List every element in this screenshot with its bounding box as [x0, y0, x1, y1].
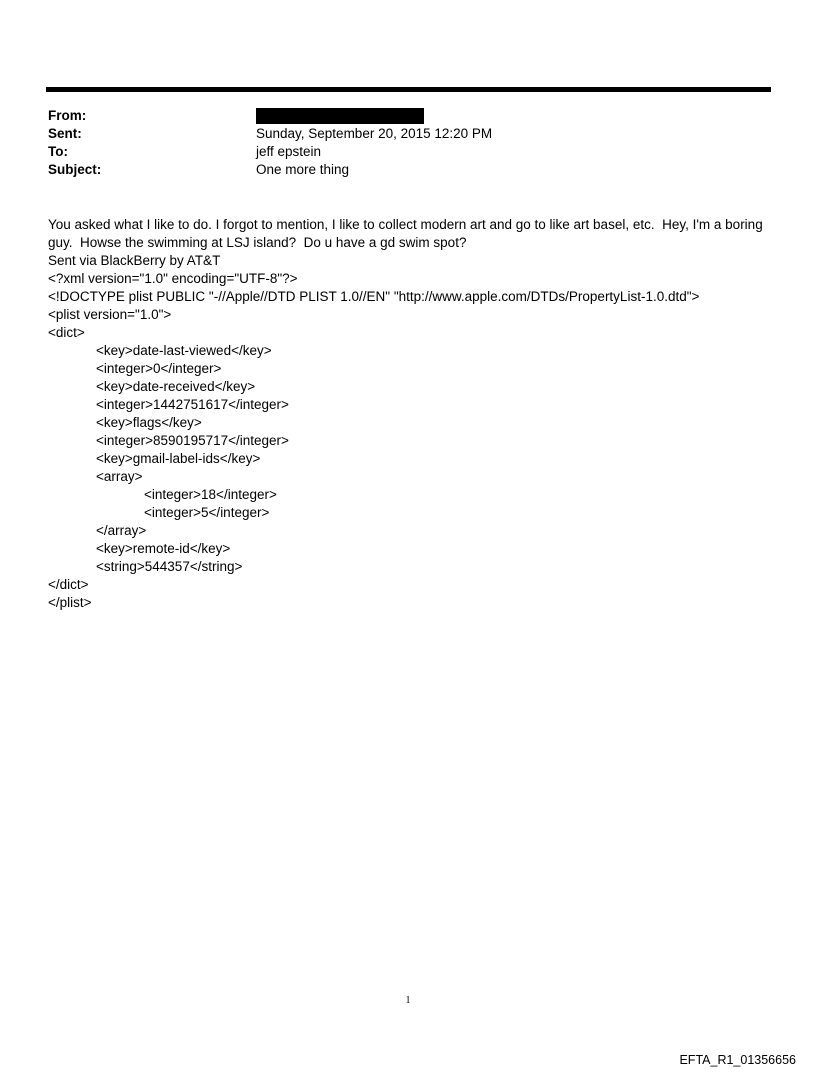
email-header — [48, 107, 768, 179]
from-label: From: — [48, 108, 87, 123]
plist-line: </dict> — [48, 577, 89, 592]
header-rule — [46, 87, 771, 92]
plist-line: <string>544357</string> — [96, 559, 243, 574]
subject-value: One more thing — [256, 162, 350, 177]
plist-line: </plist> — [48, 595, 92, 610]
sent-label: Sent: — [48, 126, 82, 141]
plist-line: <integer>0</integer> — [96, 361, 222, 376]
document-id: EFTA_R1_01356656 — [679, 1053, 796, 1067]
plist-line: <plist version="1.0"> — [48, 307, 172, 322]
body-line: You asked what I like to do. I forgot to mention, I like to collect modern art and go to like art basel, etc. Hey, I'm a boring — [48, 217, 763, 232]
plist-line: <integer>1442751617</integer> — [96, 397, 289, 412]
signature-line: Sent via BlackBerry by AT&T — [48, 253, 221, 268]
plist-line: <array> — [96, 469, 143, 484]
plist-line: <key>date-received</key> — [96, 379, 256, 394]
sent-value: Sunday, September 20, 2015 12:20 PM — [256, 126, 493, 141]
plist-line: <dict> — [48, 325, 85, 340]
to-row — [48, 143, 768, 161]
subject-row — [48, 161, 768, 179]
page-number: 1 — [405, 995, 411, 1006]
redaction-block — [256, 108, 424, 124]
plist-line: <key>remote-id</key> — [96, 541, 231, 556]
plist-line: <integer>18</integer> — [144, 487, 277, 502]
plist-line: <integer>8590195717</integer> — [96, 433, 289, 448]
plist-line: <!DOCTYPE plist PUBLIC "-//Apple//DTD PLIST 1.0//EN" "http://www.apple.com/DTDs/PropertyList-1.0.dtd"> — [48, 289, 700, 304]
from-value — [256, 107, 424, 125]
to-label: To: — [48, 144, 68, 159]
plist-line: <key>date-last-viewed</key> — [96, 343, 272, 358]
plist-line: </array> — [96, 523, 147, 538]
to-value: jeff epstein — [256, 144, 322, 159]
plist-line: <?xml version="1.0" encoding="UTF-8"?> — [48, 271, 298, 286]
plist-line: <key>gmail-label-ids</key> — [96, 451, 261, 466]
subject-label: Subject: — [48, 162, 102, 177]
from-row — [48, 107, 768, 125]
plist-line: <integer>5</integer> — [144, 505, 270, 520]
body-line: guy. Howse the swimming at LSJ island? Do u have a gd swim spot? — [48, 235, 467, 250]
sent-row — [48, 125, 768, 143]
email-body — [48, 216, 778, 612]
plist-line: <key>flags</key> — [96, 415, 202, 430]
